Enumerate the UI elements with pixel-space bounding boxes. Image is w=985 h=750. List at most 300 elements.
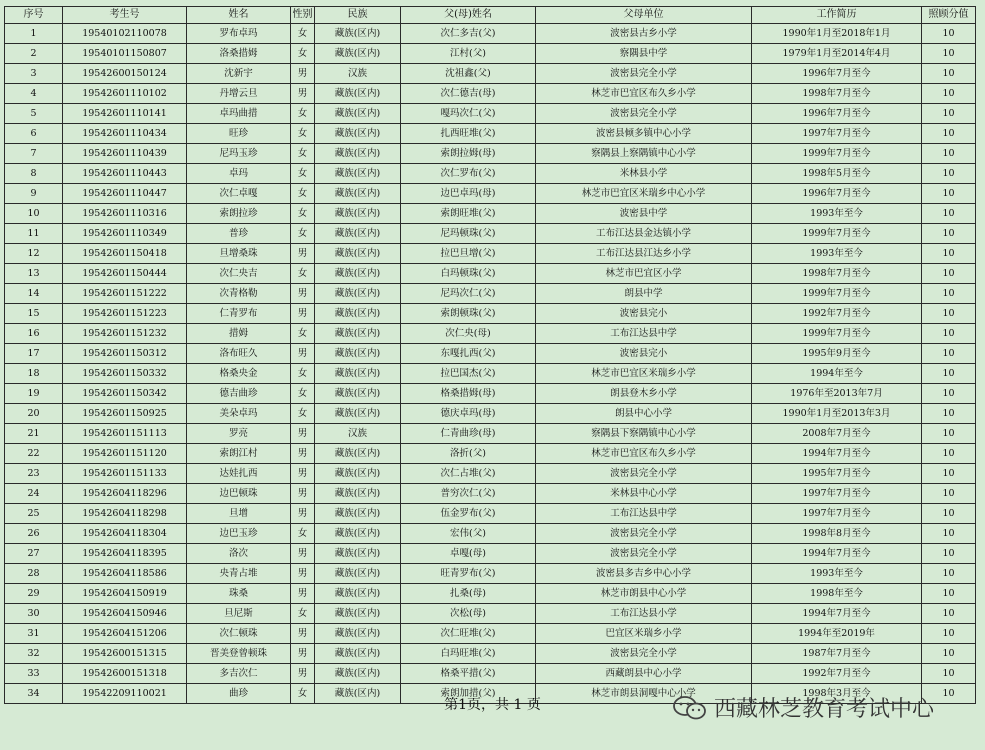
cell-work-history: 1997年7月至今 [752,484,922,504]
cell-exam-id: 19542601110102 [63,84,187,104]
cell-name: 珠桑 [187,584,291,604]
cell-work-history: 1998年7月至今 [752,84,922,104]
table-row [5,404,976,424]
table-row [5,244,976,264]
cell-parent-name: 次仁占堆(父) [401,464,536,484]
cell-index: 26 [5,524,63,544]
cell-parent-name: 索朗加措(父) [401,684,536,704]
cell-parent-unit: 波密县完全小学 [536,464,752,484]
cell-ethnicity: 汉族 [315,64,401,84]
cell-index: 14 [5,284,63,304]
table-row [5,504,976,524]
table-row [5,284,976,304]
cell-bonus-points: 10 [922,264,976,284]
cell-bonus-points: 10 [922,544,976,564]
cell-exam-id: 19542601151223 [63,304,187,324]
cell-work-history: 1998年至今 [752,584,922,604]
cell-gender: 男 [291,624,315,644]
cell-parent-unit: 米林县小学 [536,164,752,184]
cell-gender: 男 [291,504,315,524]
cell-index: 8 [5,164,63,184]
cell-parent-name: 白玛顿珠(父) [401,264,536,284]
cell-exam-id: 19542604118304 [63,524,187,544]
table-row [5,204,976,224]
cell-name: 尼玛玉珍 [187,144,291,164]
cell-exam-id: 19542600151318 [63,664,187,684]
cell-ethnicity: 藏族(区内) [315,644,401,664]
cell-name: 旺珍 [187,124,291,144]
cell-parent-name: 沈祖鑫(父) [401,64,536,84]
cell-index: 21 [5,424,63,444]
cell-parent-name: 次仁罗布(父) [401,164,536,184]
cell-work-history: 1992年7月至今 [752,304,922,324]
cell-name: 罗布卓玛 [187,24,291,44]
cell-name: 旦增 [187,504,291,524]
cell-work-history: 1990年1月至2018年1月 [752,24,922,44]
cell-gender: 女 [291,384,315,404]
cell-exam-id: 19542601150342 [63,384,187,404]
cell-ethnicity: 藏族(区内) [315,144,401,164]
cell-ethnicity: 藏族(区内) [315,604,401,624]
cell-ethnicity: 藏族(区内) [315,484,401,504]
cell-index: 24 [5,484,63,504]
header-parent-name: 父(母)姓名 [401,7,536,24]
cell-ethnicity: 藏族(区内) [315,204,401,224]
cell-exam-id: 19542601151120 [63,444,187,464]
cell-work-history: 1998年8月至今 [752,524,922,544]
cell-exam-id: 19542601151113 [63,424,187,444]
cell-index: 7 [5,144,63,164]
table-row [5,604,976,624]
cell-parent-unit: 波密县中学 [536,204,752,224]
cell-ethnicity: 藏族(区内) [315,304,401,324]
cell-parent-unit: 波密县倾多镇中心小学 [536,124,752,144]
cell-gender: 女 [291,264,315,284]
cell-index: 30 [5,604,63,624]
cell-ethnicity: 藏族(区内) [315,44,401,64]
cell-ethnicity: 藏族(区内) [315,184,401,204]
table-row [5,184,976,204]
cell-bonus-points: 10 [922,64,976,84]
cell-work-history: 1994年至今 [752,364,922,384]
cell-ethnicity: 藏族(区内) [315,364,401,384]
cell-index: 33 [5,664,63,684]
cell-parent-name: 拉巴旦增(父) [401,244,536,264]
cell-parent-unit: 察隅县中学 [536,44,752,64]
cell-index: 22 [5,444,63,464]
cell-exam-id: 19542601150332 [63,364,187,384]
cell-parent-unit: 巴宜区米瑞乡小学 [536,624,752,644]
table-row [5,464,976,484]
cell-parent-name: 东嘎扎西(父) [401,344,536,364]
header-name: 姓名 [187,7,291,24]
cell-parent-unit: 林芝市巴宜区布久乡小学 [536,444,752,464]
cell-name: 央青占堆 [187,564,291,584]
cell-name: 洛次 [187,544,291,564]
cell-work-history: 1996年7月至今 [752,184,922,204]
table-row [5,124,976,144]
cell-name: 洛桑措姆 [187,44,291,64]
cell-index: 18 [5,364,63,384]
cell-bonus-points: 10 [922,224,976,244]
cell-parent-unit: 工布江达县金达镇小学 [536,224,752,244]
table-row [5,64,976,84]
cell-exam-id: 19540101150807 [63,44,187,64]
cell-gender: 男 [291,64,315,84]
table-row [5,24,976,44]
cell-bonus-points: 10 [922,644,976,664]
cell-parent-name: 索朗拉姆(母) [401,144,536,164]
table-row [5,524,976,544]
cell-bonus-points: 10 [922,464,976,484]
cell-index: 19 [5,384,63,404]
cell-gender: 男 [291,484,315,504]
table-row [5,584,976,604]
cell-gender: 男 [291,544,315,564]
cell-exam-id: 19542601150925 [63,404,187,424]
cell-gender: 女 [291,144,315,164]
cell-ethnicity: 藏族(区内) [315,664,401,684]
cell-parent-unit: 林芝市朗县洞嘎中心小学 [536,684,752,704]
cell-name: 措姆 [187,324,291,344]
cell-name: 多吉次仁 [187,664,291,684]
cell-ethnicity: 藏族(区内) [315,464,401,484]
applicant-table-container [4,6,976,704]
cell-bonus-points: 10 [922,424,976,444]
cell-name: 边巴顿珠 [187,484,291,504]
cell-work-history: 1997年7月至今 [752,124,922,144]
cell-index: 12 [5,244,63,264]
cell-ethnicity: 藏族(区内) [315,244,401,264]
cell-gender: 女 [291,324,315,344]
cell-parent-name: 边巴卓玛(母) [401,184,536,204]
cell-parent-unit: 林芝市巴宜区布久乡小学 [536,84,752,104]
cell-parent-unit: 林芝市朗县中心小学 [536,584,752,604]
wechat-icon [672,695,708,721]
cell-name: 次青格勒 [187,284,291,304]
cell-parent-name: 白玛旺堆(父) [401,644,536,664]
cell-exam-id: 19542601150418 [63,244,187,264]
cell-gender: 男 [291,344,315,364]
cell-parent-name: 拉巴国杰(父) [401,364,536,384]
cell-exam-id: 19542604118395 [63,544,187,564]
cell-parent-unit: 朗县中学 [536,284,752,304]
header-ethnicity: 民族 [315,7,401,24]
cell-work-history: 1995年9月至今 [752,344,922,364]
cell-parent-unit: 米林县中心小学 [536,484,752,504]
cell-gender: 男 [291,244,315,264]
cell-exam-id: 19542604118586 [63,564,187,584]
table-row [5,144,976,164]
cell-work-history: 1999年7月至今 [752,144,922,164]
cell-work-history: 1993年至今 [752,564,922,584]
cell-work-history: 1992年7月至今 [752,664,922,684]
cell-ethnicity: 藏族(区内) [315,164,401,184]
cell-gender: 男 [291,644,315,664]
cell-parent-name: 次仁旺堆(父) [401,624,536,644]
cell-index: 5 [5,104,63,124]
cell-exam-id: 19542604150946 [63,604,187,624]
cell-index: 23 [5,464,63,484]
table-row [5,304,976,324]
cell-name: 丹增云旦 [187,84,291,104]
cell-parent-name: 扎西旺堆(父) [401,124,536,144]
cell-gender: 女 [291,404,315,424]
header-exam-id: 考生号 [63,7,187,24]
cell-name: 索朗拉珍 [187,204,291,224]
cell-exam-id: 19542601110443 [63,164,187,184]
cell-gender: 男 [291,444,315,464]
applicant-table [4,6,976,704]
cell-index: 10 [5,204,63,224]
table-row [5,224,976,244]
cell-exam-id: 19542601151222 [63,284,187,304]
cell-bonus-points: 10 [922,624,976,644]
header-index: 序号 [5,7,63,24]
cell-exam-id: 19542601150444 [63,264,187,284]
cell-parent-name: 格桑平措(父) [401,664,536,684]
cell-exam-id: 19542604118298 [63,504,187,524]
cell-ethnicity: 藏族(区内) [315,444,401,464]
cell-gender: 女 [291,24,315,44]
cell-exam-id: 19542601151133 [63,464,187,484]
cell-work-history: 1994年7月至今 [752,544,922,564]
cell-ethnicity: 藏族(区内) [315,684,401,704]
cell-parent-unit: 西藏朗县中心小学 [536,664,752,684]
cell-work-history: 1996年7月至今 [752,64,922,84]
cell-index: 32 [5,644,63,664]
table-row [5,664,976,684]
cell-bonus-points: 10 [922,524,976,544]
cell-exam-id: 19542600150124 [63,64,187,84]
cell-exam-id: 19542601110316 [63,204,187,224]
cell-exam-id: 19542601110434 [63,124,187,144]
cell-index: 34 [5,684,63,704]
cell-index: 16 [5,324,63,344]
cell-bonus-points: 10 [922,104,976,124]
cell-gender: 男 [291,84,315,104]
cell-bonus-points: 10 [922,344,976,364]
cell-work-history: 1987年7月至今 [752,644,922,664]
cell-work-history: 1997年7月至今 [752,504,922,524]
cell-name: 仁青罗布 [187,304,291,324]
cell-exam-id: 19542604151206 [63,624,187,644]
cell-gender: 女 [291,684,315,704]
cell-parent-name: 次仁多吉(父) [401,24,536,44]
cell-index: 2 [5,44,63,64]
cell-exam-id: 19542209110021 [63,684,187,704]
table-body [5,24,976,704]
cell-bonus-points: 10 [922,24,976,44]
cell-exam-id: 19542604118296 [63,484,187,504]
cell-bonus-points: 10 [922,44,976,64]
cell-parent-name: 卓嘎(母) [401,544,536,564]
cell-ethnicity: 藏族(区内) [315,624,401,644]
cell-ethnicity: 藏族(区内) [315,564,401,584]
table-row [5,264,976,284]
cell-gender: 女 [291,44,315,64]
cell-index: 9 [5,184,63,204]
cell-parent-unit: 波密县完全小学 [536,524,752,544]
cell-gender: 男 [291,664,315,684]
cell-bonus-points: 10 [922,324,976,344]
cell-gender: 男 [291,464,315,484]
cell-parent-name: 尼玛次仁(父) [401,284,536,304]
table-row [5,544,976,564]
cell-gender: 女 [291,524,315,544]
cell-work-history: 1999年7月至今 [752,224,922,244]
cell-bonus-points: 10 [922,684,976,704]
cell-exam-id: 19542604150919 [63,584,187,604]
table-row [5,484,976,504]
cell-name: 普珍 [187,224,291,244]
cell-index: 20 [5,404,63,424]
cell-bonus-points: 10 [922,244,976,264]
cell-bonus-points: 10 [922,84,976,104]
cell-exam-id: 19540102110078 [63,24,187,44]
table-row [5,44,976,64]
page-indicator: 第1页，共 1 页 [444,697,541,713]
cell-ethnicity: 藏族(区内) [315,84,401,104]
cell-name: 次仁央吉 [187,264,291,284]
cell-exam-id: 19542600151315 [63,644,187,664]
cell-name: 旦尼斯 [187,604,291,624]
table-row [5,104,976,124]
cell-work-history: 1998年3月至今 [752,684,922,704]
cell-bonus-points: 10 [922,564,976,584]
cell-name: 次仁卓嘎 [187,184,291,204]
cell-bonus-points: 10 [922,504,976,524]
cell-parent-name: 次仁德吉(母) [401,84,536,104]
cell-index: 11 [5,224,63,244]
cell-bonus-points: 10 [922,404,976,424]
cell-gender: 女 [291,224,315,244]
cell-index: 1 [5,24,63,44]
cell-index: 4 [5,84,63,104]
cell-gender: 女 [291,184,315,204]
cell-name: 曲珍 [187,684,291,704]
cell-parent-name: 伍金罗布(父) [401,504,536,524]
cell-parent-unit: 波密县完全小学 [536,544,752,564]
cell-name: 卓玛曲措 [187,104,291,124]
cell-ethnicity: 藏族(区内) [315,324,401,344]
cell-parent-unit: 林芝市巴宜区米瑞乡小学 [536,364,752,384]
cell-parent-unit: 波密县古乡小学 [536,24,752,44]
cell-bonus-points: 10 [922,284,976,304]
cell-exam-id: 19542601110447 [63,184,187,204]
cell-ethnicity: 藏族(区内) [315,504,401,524]
cell-index: 25 [5,504,63,524]
cell-bonus-points: 10 [922,304,976,324]
cell-parent-name: 次松(母) [401,604,536,624]
cell-work-history: 1976年至2013年7月 [752,384,922,404]
cell-ethnicity: 藏族(区内) [315,104,401,124]
cell-parent-unit: 波密县完小 [536,304,752,324]
cell-work-history: 1999年7月至今 [752,324,922,344]
cell-index: 27 [5,544,63,564]
cell-exam-id: 19542601110141 [63,104,187,124]
cell-exam-id: 19542601110439 [63,144,187,164]
header-bonus-points: 照顾分值 [922,7,976,24]
cell-parent-name: 洛折(父) [401,444,536,464]
cell-parent-unit: 波密县完小 [536,344,752,364]
cell-ethnicity: 藏族(区内) [315,344,401,364]
cell-ethnicity: 藏族(区内) [315,524,401,544]
cell-work-history: 1979年1月至2014年4月 [752,44,922,64]
cell-work-history: 1993年至今 [752,204,922,224]
cell-bonus-points: 10 [922,204,976,224]
cell-parent-unit: 林芝市巴宜区小学 [536,264,752,284]
cell-parent-unit: 工布江达县江达乡小学 [536,244,752,264]
cell-parent-name: 德庆卓玛(母) [401,404,536,424]
table-row [5,644,976,664]
cell-exam-id: 19542601151232 [63,324,187,344]
cell-name: 边巴玉珍 [187,524,291,544]
cell-bonus-points: 10 [922,144,976,164]
table-row [5,564,976,584]
cell-bonus-points: 10 [922,584,976,604]
cell-parent-name: 仁青曲珍(母) [401,424,536,444]
cell-parent-unit: 工布江达县中学 [536,504,752,524]
header-parent-unit: 父母单位 [536,7,752,24]
cell-parent-name: 旺青罗布(父) [401,564,536,584]
cell-work-history: 1993年至今 [752,244,922,264]
cell-name: 次仁顿珠 [187,624,291,644]
cell-name: 罗亮 [187,424,291,444]
cell-bonus-points: 10 [922,164,976,184]
cell-index: 6 [5,124,63,144]
cell-parent-name: 尼玛顿珠(父) [401,224,536,244]
table-header-row [5,7,976,24]
cell-work-history: 1999年7月至今 [752,284,922,304]
cell-gender: 女 [291,364,315,384]
watermark-text: 西藏林芝教育考试中心 [714,697,935,722]
cell-index: 17 [5,344,63,364]
cell-gender: 女 [291,124,315,144]
cell-ethnicity: 藏族(区内) [315,544,401,564]
cell-parent-unit: 波密县完全小学 [536,104,752,124]
cell-work-history: 1998年7月至今 [752,264,922,284]
cell-bonus-points: 10 [922,124,976,144]
cell-name: 晋美登曾顿珠 [187,644,291,664]
cell-work-history: 1995年7月至今 [752,464,922,484]
cell-parent-unit: 工布江达县中学 [536,324,752,344]
cell-bonus-points: 10 [922,384,976,404]
cell-work-history: 1994年7月至今 [752,444,922,464]
cell-index: 3 [5,64,63,84]
cell-ethnicity: 汉族 [315,424,401,444]
cell-parent-unit: 朗县中心小学 [536,404,752,424]
cell-parent-name: 格桑措姆(母) [401,384,536,404]
cell-index: 28 [5,564,63,584]
cell-ethnicity: 藏族(区内) [315,384,401,404]
cell-gender: 女 [291,104,315,124]
cell-parent-name: 索朗顿珠(父) [401,304,536,324]
cell-ethnicity: 藏族(区内) [315,124,401,144]
cell-parent-unit: 工布江达县小学 [536,604,752,624]
cell-parent-name: 普穷次仁(父) [401,484,536,504]
cell-bonus-points: 10 [922,364,976,384]
cell-ethnicity: 藏族(区内) [315,264,401,284]
cell-ethnicity: 藏族(区内) [315,404,401,424]
cell-parent-name: 江村(父) [401,44,536,64]
cell-ethnicity: 藏族(区内) [315,584,401,604]
cell-parent-name: 次仁央(母) [401,324,536,344]
table-row [5,384,976,404]
cell-work-history: 1994年至2019年 [752,624,922,644]
cell-bonus-points: 10 [922,604,976,624]
cell-work-history: 2008年7月至今 [752,424,922,444]
